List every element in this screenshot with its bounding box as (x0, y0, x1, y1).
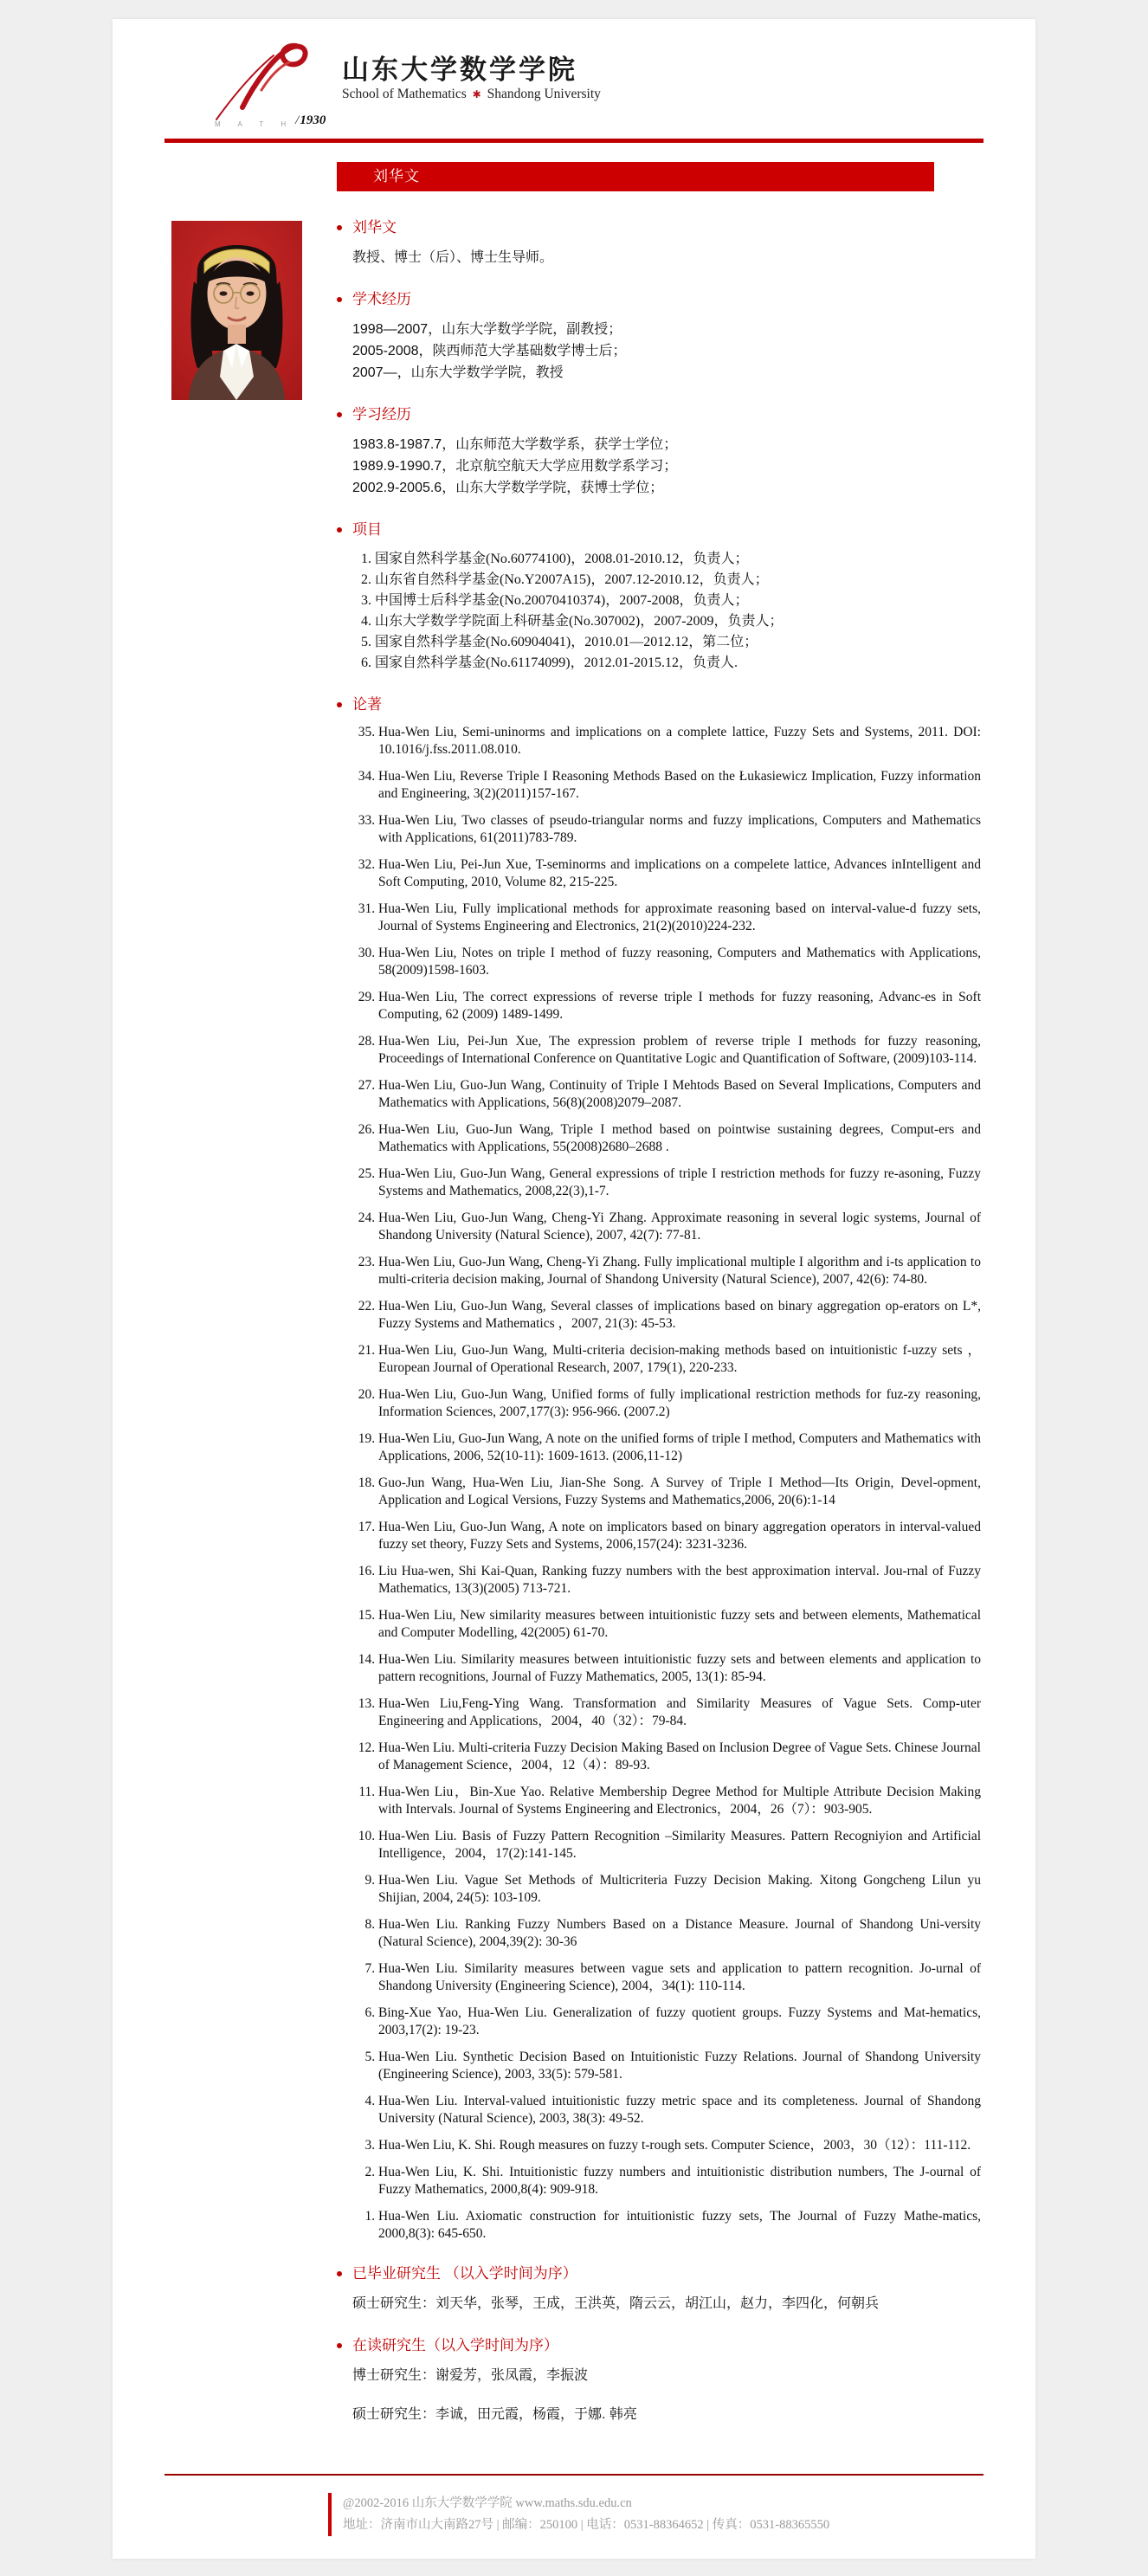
logo-swirl-icon (210, 42, 326, 121)
asterisk-icon: ✱ (472, 88, 481, 100)
education-line: 1983.8-1987.7，山东师范大学数学系，获学士学位； (352, 437, 678, 452)
current-heading-label: 在读研究生（以入学时间为序） (352, 2337, 558, 2353)
current-heading (337, 2335, 985, 2356)
footer-copyright: @2002-2016 山东大学数学学院 www.maths.sdu.edu.cn (343, 2496, 632, 2510)
section-projects (337, 520, 985, 674)
section-name-heading (337, 217, 985, 238)
publication-item: 1. Hua-Wen Liu. Axiomatic construction for intuitionistic fuzzy sets, The Journal of Fuzzy Mathe-matics, 2000,8(3): 645-650. (378, 2208, 981, 2243)
section-graduated-students (337, 2263, 985, 2315)
school-logo (210, 42, 326, 128)
publication-item: 19. Hua-Wen Liu, Guo-Jun Wang, A note on the unified forms of triple I method, Computers and Mathematics with Applications, 2006, 52(10-11): 1609-1613. (2006,11-12) (378, 1430, 981, 1465)
publication-item: 28. Hua-Wen Liu, Pei-Jun Xue, The expression problem of reverse triple I methods for fuzzy reasoning, Proceedings of International Conference on Quantitative Logic and Quantification of Software, (2009)103-114. (378, 1033, 981, 1068)
school-en-right: Shandong University (487, 87, 601, 101)
publication-item: 35. Hua-Wen Liu, Semi-uninorms and implications on a complete lattice, Fuzzy Sets and Systems, 2011. DOI: 10.1016/j.fss.2011.08.010. (378, 724, 981, 759)
current-msc-line: 硕士研究生：李诚，田元霞，杨霞，于娜. 韩亮 (352, 2407, 637, 2422)
bullet-dot-icon (337, 225, 342, 230)
graduated-heading (337, 2263, 985, 2284)
section-publications (337, 694, 985, 2243)
publication-item: 34. Hua-Wen Liu, Reverse Triple I Reasoning Methods Based on the Łukasiewicz Implication, Fuzzy information and Engineering, 3(2)(2011)157-167. (378, 768, 981, 803)
publication-item: 7. Hua-Wen Liu. Similarity measures between vague sets and application to pattern recognition. Jo-urnal of Shandong University (Engineering Science), 2004，34(1): 110-114. (378, 1960, 981, 1995)
publication-item: 8. Hua-Wen Liu. Ranking Fuzzy Numbers Based on a Distance Measure. Journal of Shandong Uni-versity (Natural Science), 2004,39(2): 30-36 (378, 1916, 981, 1951)
bullet-dot-icon (337, 527, 342, 533)
publication-item: 22. Hua-Wen Liu, Guo-Jun Wang, Several classes of implications based on binary aggregation op-erators on L*, Fuzzy Systems and Mathematics ，2007, 21(3): 45-53. (378, 1298, 981, 1333)
project-item: 6. 国家自然科学基金(No.61174099)，2012.01-2015.12，负责人. (375, 653, 985, 674)
project-item: 5. 国家自然科学基金(No.60904041)，2010.01—2012.12，第二位； (375, 632, 985, 653)
footer-contact: 地址：济南市山大南路27号 | 邮编：250100 | 电话：0531-88364652 | 传真：0531-88365550 (343, 2518, 830, 2532)
publication-item: 12. Hua-Wen Liu. Multi-criteria Fuzzy Decision Making Based on Inclusion Degree of Vague Sets. Chinese Journal of Management Science，2004，12（4）：89-93. (378, 1740, 981, 1774)
publication-item: 21. Hua-Wen Liu, Guo-Jun Wang, Multi-criteria decision-making methods based on intuitionistic f-uzzy sets ，European Journal of Operational Research, 2007, 179(1), 220-233. (378, 1342, 981, 1377)
person-name: 刘华文 (352, 219, 397, 236)
graduated-heading-label: 已毕业研究生 （以入学时间为序） (352, 2265, 577, 2282)
project-item: 3. 中国博士后科学基金(No.20070410374)，2007-2008，负责人； (375, 591, 985, 611)
publication-item: 20. Hua-Wen Liu, Guo-Jun Wang, Unified forms of fully implicational restriction methods for fuz-zy reasoning, Information Sciences, 2007,177(3): 956-966. (2007.2) (378, 1386, 981, 1421)
publication-item: 24. Hua-Wen Liu, Guo-Jun Wang, Cheng-Yi Zhang. Approximate reasoning in several logic systems, Journal of Shandong University (Natural Science), 2007, 42(7): 77-81. (378, 1210, 981, 1244)
bullet-dot-icon (337, 2271, 342, 2276)
publication-item: 30. Hua-Wen Liu, Notes on triple I method of fuzzy reasoning, Computers and Mathematics with Applications, 58(2009)1598-1603. (378, 945, 981, 979)
site-header (113, 19, 1035, 139)
publication-item: 31. Hua-Wen Liu, Fully implicational methods for approximate reasoning based on interval-value-d fuzzy sets, Journal of Systems Engineering and Electronics, 21(2)(2010)224-232. (378, 901, 981, 935)
projects-heading (337, 520, 985, 540)
publication-item: 5. Hua-Wen Liu. Synthetic Decision Based on Intuitionistic Fuzzy Relations. Journal of Shandong University (Engineering Science), 2003, 33(5): 579-581. (378, 2049, 981, 2083)
publication-item: 23. Hua-Wen Liu, Guo-Jun Wang, Cheng-Yi Zhang. Fully implicational multiple I algorithm and i-ts application to multi-criteria decision making, Journal of Shandong University (Natural Science), 2007, 42(6): 74-80. (378, 1254, 981, 1288)
school-en-left: School of Mathematics (342, 87, 467, 101)
school-name-block (342, 42, 601, 102)
academic-heading (337, 289, 985, 310)
publication-item: 2. Hua-Wen Liu, K. Shi. Intuitionistic fuzzy numbers and intuitionistic distribution numbers, The J-ournal of Fuzzy Mathematics, 2000,8(4): 909-918. (378, 2164, 981, 2198)
publication-item: 11. Hua-Wen Liu，Bin-Xue Yao. Relative Membership Degree Method for Multiple Attribute Decision Making with Intervals. Journal of Systems Engineering and Electronics，2004，26（7）：903-905. (378, 1784, 981, 1818)
bullet-dot-icon (337, 297, 342, 302)
publication-item: 13. Hua-Wen Liu,Feng-Ying Wang. Transformation and Similarity Measures of Vague Sets. Comp-uter Engineering and Applications，2004，40（32）：79-84. (378, 1695, 981, 1730)
education-line: 2002.9-2005.6，山东大学数学学院，获博士学位； (352, 481, 664, 495)
publications-heading (337, 694, 985, 715)
graduated-msc-line: 硕士研究生：刘天华，张琴，王成，王洪英，隋云云，胡江山，赵力，李四化，何朝兵 (352, 2296, 880, 2311)
section-academic-experience (337, 289, 985, 384)
academic-line: 1998—2007，山东大学数学学院，副教授； (352, 322, 622, 337)
project-item: 4. 山东大学数学学院面上科研基金(No.307002)，2007-2009，负责人； (375, 611, 985, 632)
publication-item: 29. Hua-Wen Liu, The correct expressions of reverse triple I methods for fuzzy reasoning, Advanc-es in Soft Computing, 62 (2009) 1489-1499. (378, 989, 981, 1023)
education-heading-label: 学习经历 (352, 406, 411, 423)
academic-heading-label: 学术经历 (352, 291, 411, 307)
publication-item: 3. Hua-Wen Liu, K. Shi. Rough measures on fuzzy t-rough sets. Computer Science，2003，30（12）：111-112. (378, 2137, 981, 2154)
publication-item: 6. Bing-Xue Yao, Hua-Wen Liu. Generalization of fuzzy quotient groups. Fuzzy Systems and Mat-hematics, 2003,17(2): 19-23. (378, 2005, 981, 2039)
header-divider-rule (164, 139, 984, 143)
projects-heading-label: 项目 (352, 521, 382, 538)
person-titles: 教授、博士（后）、博士生导师。 (352, 250, 554, 265)
bullet-dot-icon (337, 2343, 342, 2348)
portrait-photo (171, 221, 302, 400)
profile-content (113, 191, 1035, 2425)
education-line: 1989.9-1990.7，北京航空航天大学应用数学系学习； (352, 459, 678, 474)
publication-item: 17. Hua-Wen Liu, Guo-Jun Wang, A note on implicators based on binary aggregation operators in interval-valued fuzzy set theory, Fuzzy Sets and Systems, 2006,157(24): 3231-3236. (378, 1519, 981, 1553)
project-item: 2. 山东省自然科学基金(No.Y2007A15)，2007.12-2010.12，负责人； (375, 570, 985, 591)
logo-math-letters: M A T H (215, 120, 294, 128)
bullet-dot-icon (337, 702, 342, 707)
publications-list (352, 724, 981, 2243)
current-phd-line: 博士研究生：谢爱芳，张凤霞，李振波 (352, 2368, 589, 2383)
publication-item: 18. Guo-Jun Wang, Hua-Wen Liu, Jian-She Song. A Survey of Triple I Method—Its Origin, Devel-opment, Application and Logical Versions, Fuzzy Systems and Mathematics,2006, 20(6):1-14 (378, 1475, 981, 1509)
publication-item: 10. Hua-Wen Liu. Basis of Fuzzy Pattern Recognition –Similarity Measures. Pattern Recogniyion and Artificial Intelligence，2004，17(2):141-145. (378, 1828, 981, 1863)
footer-divider-rule (164, 2474, 984, 2476)
education-lines (337, 434, 985, 499)
publication-item: 26. Hua-Wen Liu, Guo-Jun Wang, Triple I method based on pointwise sustaining degrees, Comput-ers and Mathematics with Applications, 55(2008)2680–2688 . (378, 1121, 981, 1156)
section-name (337, 217, 985, 268)
school-name-cn: 山东大学数学学院 (342, 55, 577, 85)
academic-lines (337, 319, 985, 384)
publication-item: 33. Hua-Wen Liu, Two classes of pseudo-triangular norms and fuzzy implications, Computers and Mathematics with Applications, 61(2011)783-789. (378, 812, 981, 847)
logo-year-1930: / 1930 (295, 113, 326, 128)
publication-item: 14. Hua-Wen Liu. Similarity measures between intuitionistic fuzzy sets and between elements and application to pattern recognitions, Journal of Fuzzy Mathematics, 2005, 13(1): 85-94. (378, 1651, 981, 1686)
publication-item: 27. Hua-Wen Liu, Guo-Jun Wang, Continuity of Triple I Mehtods Based on Several Implications, Computers and Mathematics with Applications, 56(8)(2008)2079–2087. (378, 1077, 981, 1112)
publication-item: 25. Hua-Wen Liu, Guo-Jun Wang, General expressions of triple I restriction methods for fuzzy re-asoning, Fuzzy Systems and Mathematics, 2008,22(3),1-7. (378, 1165, 981, 1200)
section-education (337, 404, 985, 499)
section-current-students (337, 2335, 985, 2425)
projects-list (352, 549, 985, 674)
project-item: 1. 国家自然科学基金(No.60774100)，2008.01-2010.12，负责人； (375, 549, 985, 570)
academic-line: 2007—，山东大学数学学院，教授 (352, 365, 564, 380)
publication-item: 4. Hua-Wen Liu. Interval-valued intuitionistic fuzzy metric space and its completeness. Journal of Shandong University (Natural Science), 2003, 38(3): 49-52. (378, 2093, 981, 2127)
publication-item: 9. Hua-Wen Liu. Vague Set Methods of Multicriteria Fuzzy Decision Making. Xitong Gongcheng Lilun yu Shijian, 2004, 24(5): 103-109. (378, 1872, 981, 1907)
publication-item: 15. Hua-Wen Liu, New similarity measures between intuitionistic fuzzy sets and between elements, Mathematical and Computer Modelling, 42(2005) 61-70. (378, 1607, 981, 1642)
bullet-dot-icon (337, 412, 342, 417)
education-heading (337, 404, 985, 425)
site-footer (328, 2493, 1035, 2536)
profile-card (113, 19, 1035, 2559)
publication-item: 32. Hua-Wen Liu, Pei-Jun Xue, T-seminorms and implications on a compelete lattice, Advances inIntelligent and Soft Computing, 2010, Volume 82, 215-225. (378, 856, 981, 891)
publications-heading-label: 论著 (352, 696, 382, 713)
academic-line: 2005-2008，陕西师范大学基础数学博士后； (352, 344, 627, 358)
name-banner: 刘华文 (337, 162, 934, 191)
school-name-en (342, 87, 601, 102)
publication-item: 16. Liu Hua-wen, Shi Kai-Quan, Ranking fuzzy numbers with the best approximation interval. Jou-rnal of Fuzzy Mathematics, 13(3)(2005) 713-721. (378, 1563, 981, 1598)
